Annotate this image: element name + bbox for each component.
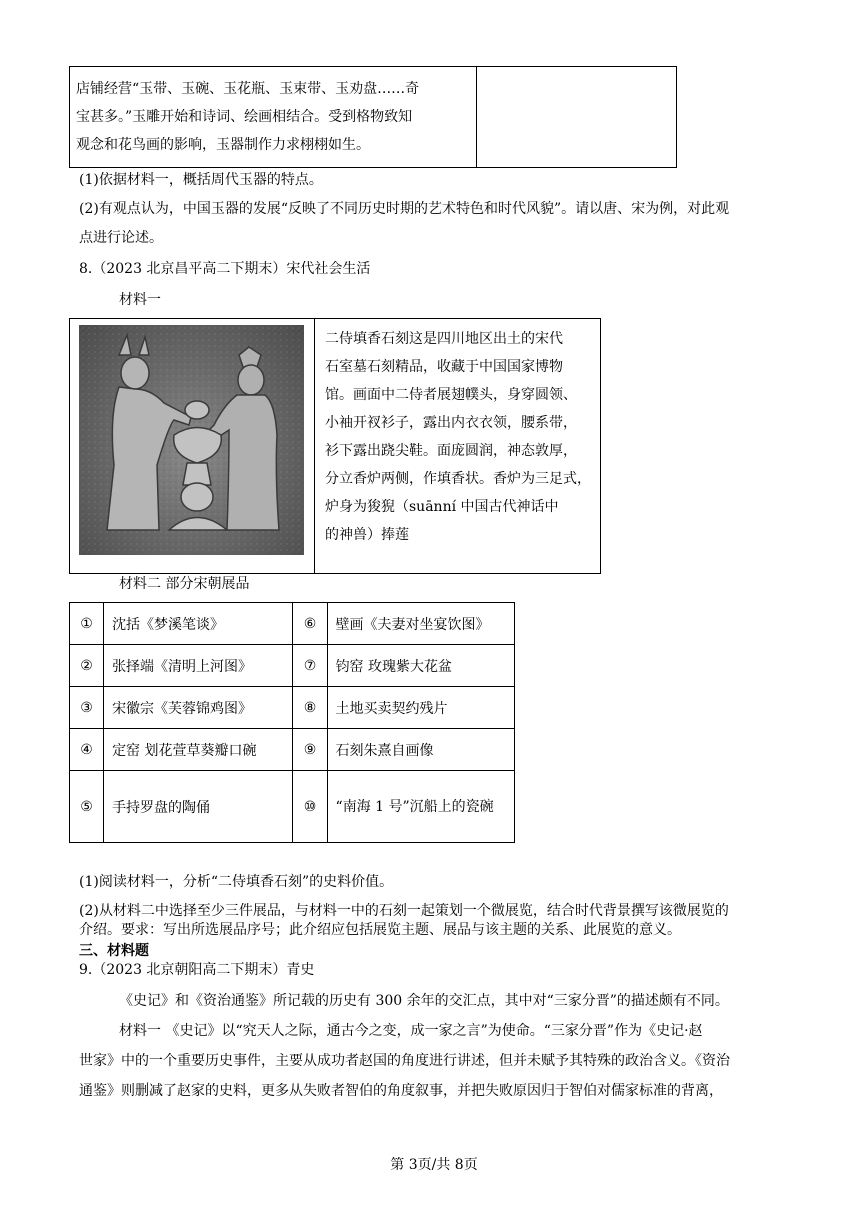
exhibit-name: “南海 1 号”沉船上的瓷碗 [327,771,514,843]
q7-part1: (1)依据材料一，概括周代玉器的特点。 [79,172,323,188]
stone-relief-drawing [79,325,304,555]
exhibit-number: ④ [70,729,104,771]
exhibit-name: 壁画《夫妻对坐宴饮图》 [327,603,514,645]
q9-intro: 《史记》和《资治通鉴》所记载的历史有 300 余年的交汇点，其中对“三家分晋”的描述颇有不同。 [119,993,729,1009]
exhibit-row [70,603,515,645]
exhibit-row [70,729,515,771]
exhibit-name: 石刻朱熹自画像 [327,729,514,771]
exhibit-number: ⑤ [70,771,104,843]
q8-part2-line2: 介绍。要求：写出所选展品序号；此介绍应包括展览主题、展品与该主题的关系、此展览的意义。 [79,922,681,938]
q8-part1: (1)阅读材料一，分析“二侍填香石刻”的史料价值。 [79,874,394,890]
exhibit-name: 沈括《梦溪笔谈》 [104,603,293,645]
stone-relief-image [79,325,304,555]
caption-line: 的神兽）捧莲 [325,527,409,543]
q8-material1-label: 材料一 [119,292,161,308]
exhibit-number: ① [70,603,104,645]
caption-line: 馆。画面中二侍者展翅幞头，身穿圆领、 [325,387,577,403]
exhibit-name: 定窑 划花萱草葵瓣口碗 [104,729,293,771]
exhibit-name: 宋徽宗《芙蓉锦鸡图》 [104,687,293,729]
caption-line: 石室墓石刻精品，收藏于中国国家博物 [325,359,563,375]
caption-line: 炉身为狻猊（suānní 中国古代神话中 [325,499,559,515]
q8-material1-divider [314,319,315,573]
top-material-table [69,66,677,168]
exhibit-number: ⑦ [293,645,327,687]
q9-material1-line2: 世家》中的一个重要历史事件，主要从成功者赵国的角度进行讲述，但并未赋予其特殊的政治含义。《资治 [79,1053,730,1069]
exhibits-table [69,602,515,843]
top-material-line: 宝甚多。”玉雕开始和诗词、绘画相结合。受到格物致知 [76,109,413,125]
q9-material1-line1: 材料一 《史记》以“究天人之际，通古今之变，成一家之言”为使命。“三家分晋”作为《史记·赵 [119,1023,703,1039]
top-material-line: 观念和花鸟画的影响，玉器制作力求栩栩如生。 [76,137,370,153]
exhibit-number: ② [70,645,104,687]
top-material-empty-cell [477,67,677,168]
exhibit-name: 土地买卖契约残片 [327,687,514,729]
exhibit-number: ⑨ [293,729,327,771]
exhibit-name: 钧窑 玫瑰紫大花盆 [327,645,514,687]
q8-material2-label: 材料二 部分宋朝展品 [119,576,250,592]
exhibit-row [70,645,515,687]
exhibit-row [70,687,515,729]
exhibit-row [70,771,515,843]
q7-part2-line1: (2)有观点认为，中国玉器的发展“反映了不同历史时期的艺术特色和时代风貌”。请以唐、宋为例，对此观 [79,201,730,217]
exhibit-name: 手持罗盘的陶俑 [104,771,293,843]
exhibit-name: 张择端《清明上河图》 [104,645,293,687]
q8-image-caption [325,325,591,549]
exhibit-number: ③ [70,687,104,729]
q8-part2-line1: (2)从材料二中选择至少三件展品，与材料一中的石刻一起策划一个微展览，结合时代背景撰写该微展览的 [79,903,729,919]
caption-line: 小袖开衩衫子，露出内衣衣领，腰系带， [325,415,577,431]
q9-material1-line3: 通鉴》则删减了赵家的史料，更多从失败者智伯的角度叙事，并把失败原因归于智伯对儒家标准的背离， [79,1083,723,1099]
q9-title: 9.（2023 北京朝阳高二下期末）青史 [79,962,315,978]
caption-line: 分立香炉两侧，作填香状。香炉为三足式， [325,471,591,487]
caption-line: 二侍填香石刻这是四川地区出土的宋代 [325,331,563,347]
caption-line: 衫下露出跷尖鞋。面庞圆润，神态敦厚， [325,443,577,459]
q7-part2-line2: 点进行论述。 [79,230,163,246]
page-number: 第 3页/共 8页 [390,1157,478,1173]
top-material-line: 店铺经营“玉带、玉碗、玉花瓶、玉束带、玉劝盘……奇 [76,81,420,97]
section-heading: 三、材料题 [79,943,149,959]
exhibit-number: ⑧ [293,687,327,729]
exhibit-number: ⑩ [293,771,327,843]
q8-title: 8.（2023 北京昌平高二下期末）宋代社会生活 [79,261,371,277]
top-material-text-cell [70,67,477,168]
exhibit-number: ⑥ [293,603,327,645]
